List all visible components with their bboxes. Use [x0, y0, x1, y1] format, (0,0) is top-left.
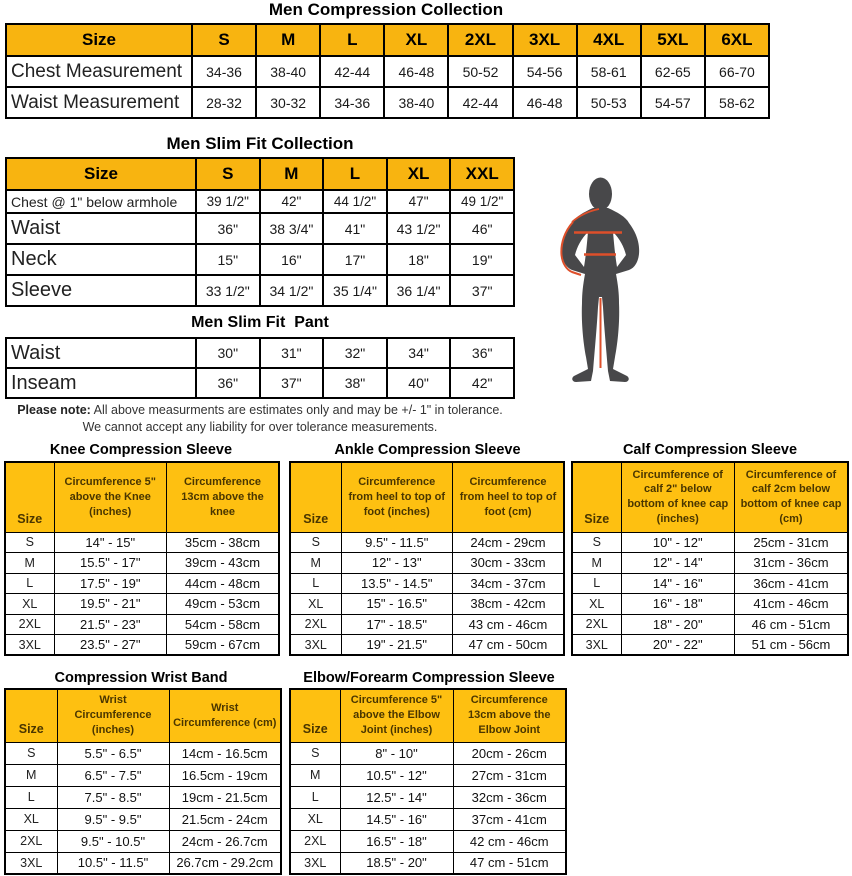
column-header-cell: Circumference 13cm above the Elbow Joint — [453, 689, 566, 742]
ankle-compression-sleeve-table — [289, 461, 565, 656]
data-cell: 59cm - 67cm — [167, 635, 280, 656]
table-row — [6, 275, 514, 306]
table-row — [290, 532, 564, 553]
data-cell: 46-48 — [384, 56, 448, 87]
data-cell: 9.5" - 11.5" — [341, 532, 453, 553]
data-cell: 18" — [387, 244, 451, 275]
data-cell: 16" — [260, 244, 324, 275]
table-row — [6, 244, 514, 275]
data-cell: 32" — [323, 338, 387, 368]
data-cell: 39 1/2" — [196, 190, 260, 213]
column-header-cell: L — [323, 158, 387, 190]
table-row — [290, 742, 566, 764]
data-cell: 38cm - 42cm — [453, 594, 565, 615]
data-cell: 12" - 14" — [621, 553, 735, 574]
row-label-cell: Waist — [6, 338, 196, 368]
data-cell: 16.5cm - 19cm — [169, 764, 281, 786]
column-header-cell: 4XL — [577, 24, 641, 56]
men-slim-fit-pant-title: Men Slim Fit Pant — [191, 314, 329, 331]
men-slim-fit-collection-title: Men Slim Fit Collection — [166, 134, 354, 153]
column-header-cell: XL — [387, 158, 451, 190]
size-column-header: Size — [5, 462, 54, 532]
column-header-cell: 6XL — [705, 24, 769, 56]
data-cell: 51 cm - 56cm — [735, 635, 849, 656]
size-column-header: Size — [290, 462, 341, 532]
data-cell: 50-53 — [577, 87, 641, 118]
row-label-cell: S — [572, 532, 621, 553]
data-cell: 38-40 — [384, 87, 448, 118]
data-cell: 46" — [450, 213, 514, 244]
data-cell: 46-48 — [513, 87, 577, 118]
column-header-cell: L — [320, 24, 384, 56]
data-cell: 36 1/4" — [387, 275, 451, 306]
data-cell: 42 cm - 46cm — [453, 830, 566, 852]
data-cell: 30-32 — [256, 87, 320, 118]
column-header-cell: XL — [384, 24, 448, 56]
row-label-cell: M — [5, 553, 54, 574]
table-row — [6, 56, 769, 87]
data-cell: 62-65 — [641, 56, 705, 87]
data-cell: 42-44 — [320, 56, 384, 87]
data-cell: 38 3/4" — [260, 213, 324, 244]
column-header-cell: S — [192, 24, 256, 56]
data-cell: 21.5cm - 24cm — [169, 808, 281, 830]
data-cell: 37" — [260, 368, 324, 398]
data-cell: 50-52 — [448, 56, 512, 87]
elbow-forearm-compression-sleeve-table — [289, 688, 567, 875]
row-label-cell: S — [290, 742, 340, 764]
table-row — [290, 594, 564, 615]
table-row — [290, 808, 566, 830]
data-cell: 17.5" - 19" — [54, 573, 167, 594]
size-column-header: Size — [290, 689, 340, 742]
row-label-cell: Chest Measurement — [6, 56, 192, 87]
data-cell: 14" - 16" — [621, 573, 735, 594]
data-cell: 47 cm - 50cm — [453, 635, 565, 656]
data-cell: 38" — [323, 368, 387, 398]
elbow-forearm-compression-sleeve-title: Elbow/Forearm Compression Sleeve — [303, 670, 555, 686]
table-row — [5, 764, 281, 786]
row-label-cell: L — [5, 573, 54, 594]
column-header-cell: 3XL — [513, 24, 577, 56]
table-row — [5, 742, 281, 764]
knee-compression-sleeve-table — [4, 461, 280, 656]
row-label-cell: 2XL — [5, 830, 57, 852]
table-row — [572, 594, 848, 615]
row-label-cell: 3XL — [290, 635, 341, 656]
row-label-cell: Waist — [6, 213, 196, 244]
data-cell: 19" - 21.5" — [341, 635, 453, 656]
table-row — [572, 614, 848, 635]
row-label-cell: L — [290, 786, 340, 808]
data-cell: 33 1/2" — [196, 275, 260, 306]
data-cell: 44 1/2" — [323, 190, 387, 213]
data-cell: 20" - 22" — [621, 635, 735, 656]
compression-wrist-band-title: Compression Wrist Band — [54, 670, 228, 686]
size-column-header: Size — [572, 462, 621, 532]
data-cell: 31" — [260, 338, 324, 368]
size-column-header: Size — [6, 158, 196, 190]
table-row — [6, 368, 514, 398]
data-cell: 24cm - 29cm — [453, 532, 565, 553]
table-row — [5, 852, 281, 874]
data-cell: 24cm - 26.7cm — [169, 830, 281, 852]
column-header-cell: Circumference 5" above the Knee (inches) — [54, 462, 167, 532]
row-label-cell: M — [572, 553, 621, 574]
data-cell: 9.5" - 9.5" — [57, 808, 169, 830]
row-label-cell: Sleeve — [6, 275, 196, 306]
data-cell: 34-36 — [192, 56, 256, 87]
data-cell: 40" — [387, 368, 451, 398]
data-cell: 14cm - 16.5cm — [169, 742, 281, 764]
table-row — [5, 594, 279, 615]
please-note-label: Please note: — [17, 403, 91, 417]
row-label-cell: L — [5, 786, 57, 808]
data-cell: 37" — [450, 275, 514, 306]
data-cell: 18" - 20" — [621, 614, 735, 635]
data-cell: 19.5" - 21" — [54, 594, 167, 615]
data-cell: 42-44 — [448, 87, 512, 118]
table-row — [5, 808, 281, 830]
data-cell: 19" — [450, 244, 514, 275]
data-cell: 14.5" - 16" — [340, 808, 453, 830]
table-row — [6, 213, 514, 244]
table-row — [572, 635, 848, 656]
data-cell: 34-36 — [320, 87, 384, 118]
data-cell: 41cm - 46cm — [735, 594, 849, 615]
data-cell: 18.5" - 20" — [340, 852, 453, 874]
data-cell: 54-56 — [513, 56, 577, 87]
row-label-cell: S — [5, 742, 57, 764]
column-header-cell: XXL — [450, 158, 514, 190]
knee-compression-sleeve-title: Knee Compression Sleeve — [49, 442, 233, 458]
data-cell: 14" - 15" — [54, 532, 167, 553]
size-column-header: Size — [5, 689, 57, 742]
data-cell: 25cm - 31cm — [735, 532, 849, 553]
data-cell: 20cm - 26cm — [453, 742, 566, 764]
data-cell: 58-62 — [705, 87, 769, 118]
data-cell: 10" - 12" — [621, 532, 735, 553]
data-cell: 12" - 13" — [341, 553, 453, 574]
data-cell: 54-57 — [641, 87, 705, 118]
column-header-cell: M — [260, 158, 324, 190]
row-label-cell: M — [290, 553, 341, 574]
table-row — [5, 532, 279, 553]
table-row — [572, 573, 848, 594]
data-cell: 49cm - 53cm — [167, 594, 280, 615]
column-header-cell: Circumference of calf 2cm below bottom of knee cap (cm) — [735, 462, 849, 532]
data-cell: 16" - 18" — [621, 594, 735, 615]
row-label-cell: M — [290, 764, 340, 786]
ankle-compression-sleeve-title: Ankle Compression Sleeve — [334, 442, 521, 458]
row-label-cell: 3XL — [5, 635, 54, 656]
table-row — [290, 852, 566, 874]
figure-head — [589, 178, 612, 211]
column-header-cell: Circumference 5" above the Elbow Joint (inches) — [340, 689, 453, 742]
data-cell: 36cm - 41cm — [735, 573, 849, 594]
table-row — [290, 830, 566, 852]
data-cell: 58-61 — [577, 56, 641, 87]
data-cell: 36" — [450, 338, 514, 368]
row-label-cell: L — [290, 573, 341, 594]
row-label-cell: 3XL — [5, 852, 57, 874]
data-cell: 13.5" - 14.5" — [341, 573, 453, 594]
table-row — [5, 553, 279, 574]
table-row — [6, 87, 769, 118]
data-cell: 37cm - 41cm — [453, 808, 566, 830]
row-label-cell: XL — [290, 808, 340, 830]
data-cell: 35cm - 38cm — [167, 532, 280, 553]
data-cell: 34 1/2" — [260, 275, 324, 306]
row-label-cell: XL — [5, 808, 57, 830]
row-label-cell: XL — [290, 594, 341, 615]
table-row — [572, 553, 848, 574]
data-cell: 10.5" - 11.5" — [57, 852, 169, 874]
data-cell: 44cm - 48cm — [167, 573, 280, 594]
table-row — [5, 635, 279, 656]
row-label-cell: L — [572, 573, 621, 594]
data-cell: 23.5" - 27" — [54, 635, 167, 656]
row-label-cell: Inseam — [6, 368, 196, 398]
column-header-cell: Circumference of calf 2" below bottom of knee cap (inches) — [621, 462, 735, 532]
row-label-cell: 2XL — [290, 830, 340, 852]
table-row — [290, 614, 564, 635]
row-label-cell: 2XL — [290, 614, 341, 635]
table-row — [290, 573, 564, 594]
man-silhouette-figure — [558, 175, 644, 387]
column-header-cell: Circumference from heel to top of foot (inches) — [341, 462, 453, 532]
data-cell: 27cm - 31cm — [453, 764, 566, 786]
column-header-cell: Circumference 13cm above the knee — [167, 462, 280, 532]
data-cell: 7.5" - 8.5" — [57, 786, 169, 808]
table-row — [290, 786, 566, 808]
men-slim-fit-pant-table — [5, 337, 515, 399]
table-row — [290, 764, 566, 786]
table-row — [6, 338, 514, 368]
row-label-cell: Neck — [6, 244, 196, 275]
data-cell: 10.5" - 12" — [340, 764, 453, 786]
data-cell: 28-32 — [192, 87, 256, 118]
data-cell: 46 cm - 51cm — [735, 614, 849, 635]
column-header-cell: Wrist Circumference (inches) — [57, 689, 169, 742]
table-row — [5, 614, 279, 635]
data-cell: 34cm - 37cm — [453, 573, 565, 594]
row-label-cell: 3XL — [572, 635, 621, 656]
column-header-cell: M — [256, 24, 320, 56]
column-header-cell: 5XL — [641, 24, 705, 56]
row-label-cell: XL — [5, 594, 54, 615]
data-cell: 16.5" - 18" — [340, 830, 453, 852]
row-label-cell: 2XL — [5, 614, 54, 635]
data-cell: 15.5" - 17" — [54, 553, 167, 574]
row-label-cell: S — [5, 532, 54, 553]
data-cell: 38-40 — [256, 56, 320, 87]
data-cell: 66-70 — [705, 56, 769, 87]
table-row — [572, 532, 848, 553]
data-cell: 43 1/2" — [387, 213, 451, 244]
data-cell: 19cm - 21.5cm — [169, 786, 281, 808]
table-row — [5, 573, 279, 594]
data-cell: 17" — [323, 244, 387, 275]
data-cell: 31cm - 36cm — [735, 553, 849, 574]
table-row — [290, 635, 564, 656]
data-cell: 32cm - 36cm — [453, 786, 566, 808]
table-row — [5, 786, 281, 808]
column-header-cell: S — [196, 158, 260, 190]
table-row — [6, 190, 514, 213]
data-cell: 8" - 10" — [340, 742, 453, 764]
tolerance-note-line1 — [0, 402, 520, 419]
data-cell: 5.5" - 6.5" — [57, 742, 169, 764]
data-cell: 15" — [196, 244, 260, 275]
data-cell: 34" — [387, 338, 451, 368]
data-cell: 42" — [260, 190, 324, 213]
men-compression-collection-table — [5, 23, 770, 119]
data-cell: 12.5" - 14" — [340, 786, 453, 808]
data-cell: 42" — [450, 368, 514, 398]
column-header-cell: Wrist Circumference (cm) — [169, 689, 281, 742]
data-cell: 30cm - 33cm — [453, 553, 565, 574]
data-cell: 43 cm - 46cm — [453, 614, 565, 635]
data-cell: 54cm - 58cm — [167, 614, 280, 635]
compression-wrist-band-table — [4, 688, 282, 875]
data-cell: 36" — [196, 368, 260, 398]
data-cell: 6.5" - 7.5" — [57, 764, 169, 786]
data-cell: 39cm - 43cm — [167, 553, 280, 574]
data-cell: 17" - 18.5" — [341, 614, 453, 635]
data-cell: 49 1/2" — [450, 190, 514, 213]
column-header-cell: Circumference from heel to top of foot (cm) — [453, 462, 565, 532]
row-label-cell: XL — [572, 594, 621, 615]
row-label-cell: 2XL — [572, 614, 621, 635]
table-row — [5, 830, 281, 852]
tolerance-note-text: All above measurments are estimates only and may be +/- 1" in tolerance. — [90, 403, 503, 417]
men-compression-collection-title: Men Compression Collection — [268, 0, 504, 19]
row-label-cell: S — [290, 532, 341, 553]
data-cell: 9.5" - 10.5" — [57, 830, 169, 852]
row-label-cell: M — [5, 764, 57, 786]
data-cell: 21.5" - 23" — [54, 614, 167, 635]
data-cell: 47 cm - 51cm — [453, 852, 566, 874]
calf-compression-sleeve-title: Calf Compression Sleeve — [622, 442, 798, 458]
table-row — [290, 553, 564, 574]
data-cell: 36" — [196, 213, 260, 244]
tolerance-note — [0, 402, 520, 436]
row-label-cell: 3XL — [290, 852, 340, 874]
column-header-cell: 2XL — [448, 24, 512, 56]
calf-compression-sleeve-table — [571, 461, 849, 656]
men-slim-fit-collection-table — [5, 157, 515, 307]
data-cell: 47" — [387, 190, 451, 213]
data-cell: 41" — [323, 213, 387, 244]
row-label-cell: Waist Measurement — [6, 87, 192, 118]
data-cell: 30" — [196, 338, 260, 368]
size-column-header: Size — [6, 24, 192, 56]
data-cell: 15" - 16.5" — [341, 594, 453, 615]
tolerance-note-line2: We cannot accept any liability for over tolerance measurements. — [82, 419, 438, 434]
data-cell: 35 1/4" — [323, 275, 387, 306]
row-label-cell: Chest @ 1" below armhole — [6, 190, 196, 213]
data-cell: 26.7cm - 29.2cm — [169, 852, 281, 874]
